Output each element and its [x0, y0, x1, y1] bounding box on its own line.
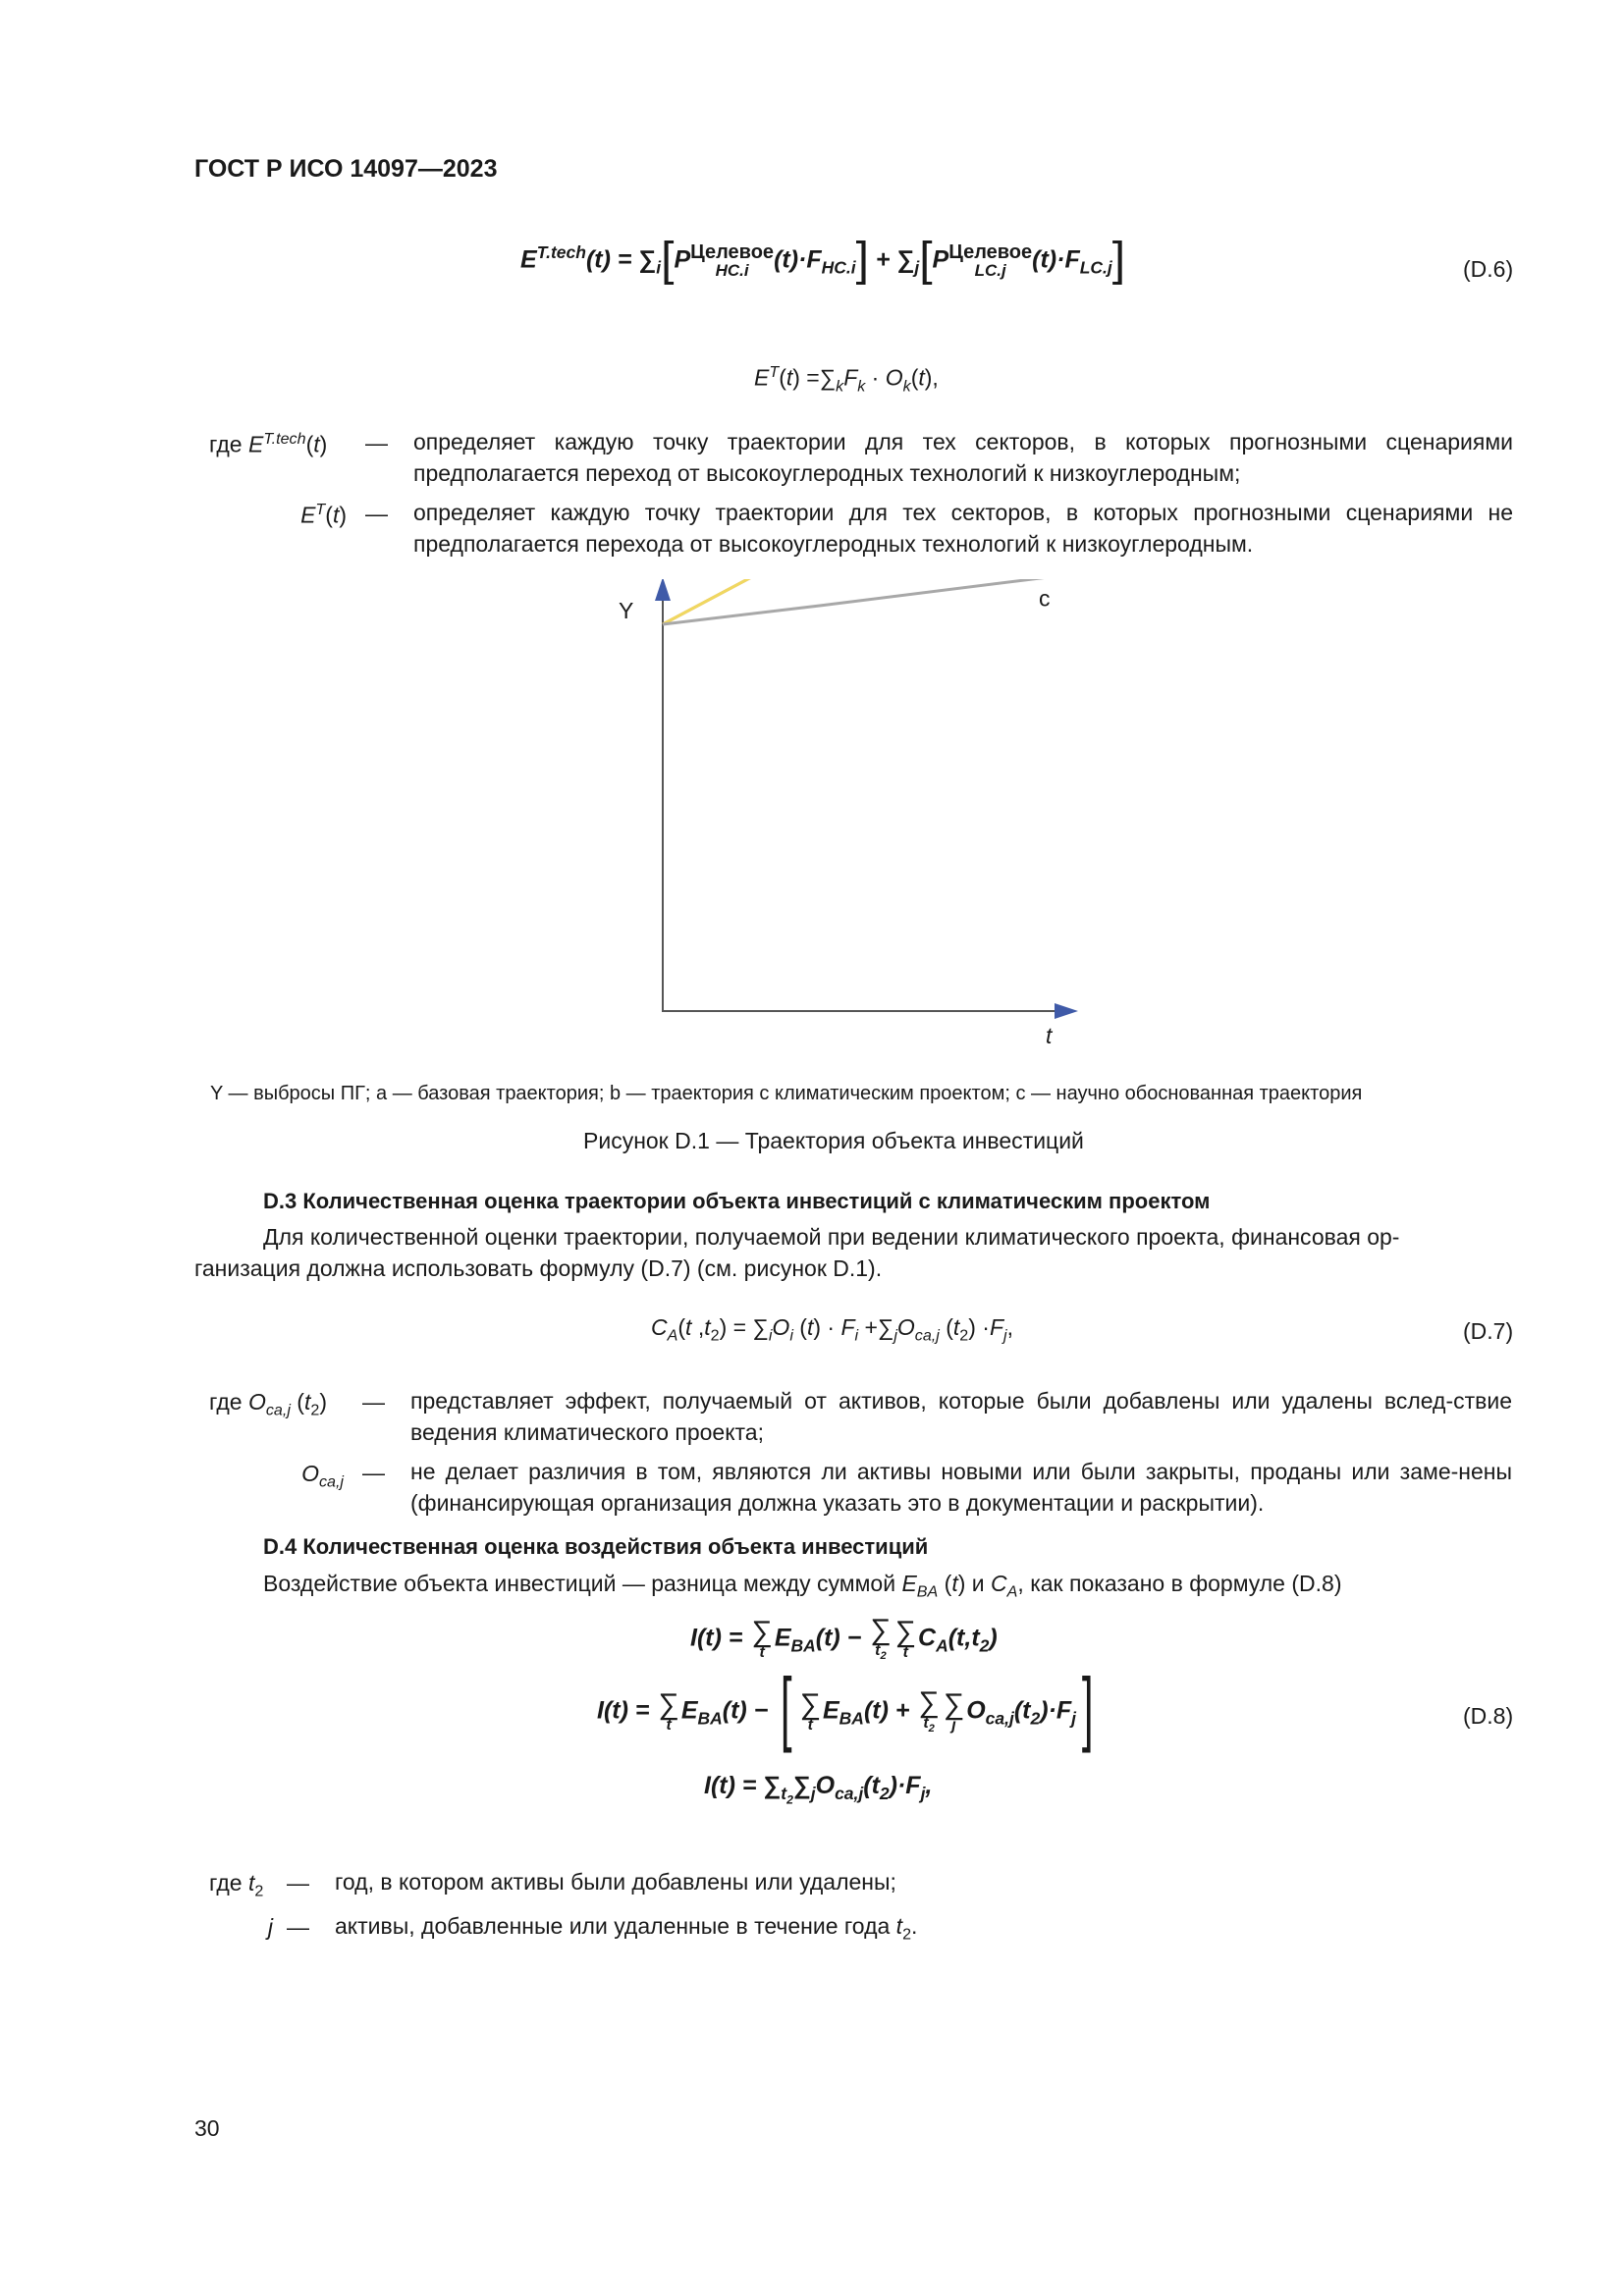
where-dash-5: —: [287, 1870, 309, 1896]
where-dash-2: —: [365, 501, 388, 526]
figure-legend: Y — выбросы ПГ; а — базовая траектория; b — траектория с климатическим проектом; с — научно обоснованная траектория: [210, 1083, 1363, 1104]
equation-et: $E^T(t) =\sum_kF_k \cdot O_k(t)$,: [754, 363, 939, 396]
where-label-ocaj-t2: где $O_{ca,j}$ $(t_2)$: [209, 1389, 327, 1419]
section-d3-para-2: ганизация должна использовать формулу (D.7) (см. рисунок D.1).: [194, 1255, 883, 1281]
where-dash-6: —: [287, 1914, 309, 1940]
where-text-t2: год, в котором активы были добавлены или удалены;: [335, 1869, 896, 1895]
section-d3-para-1: Для количественной оценки траектории, получаемой при ведении климатического проекта, финансовая ор-: [263, 1224, 1400, 1250]
where-text-etech: определяет каждую точку траектории для тех секторов, в которых прогнозными сценариями предполагается переход от высокоуглеродных технологий к низкоуглеродным;: [413, 429, 1513, 486]
equation-d8-line-1: I(t) = ∑ t $E_{BA}(t)$ − ∑ $t_2$ ∑ t $C_A(t,t_2)$: [690, 1614, 998, 1663]
equation-d6: $E^{T.tech}(t) = \sum_i[P$ Целевое HC.i $(t)\cdot F_{HC.i}] + \sum_j[P$ Целевое LC.j $(t)\cdot F_{LC.j}$]: [520, 234, 1126, 287]
section-d4-heading: D.4 Количественная оценка воздействия объекта инвестиций: [263, 1534, 929, 1559]
where-dash-3: —: [362, 1389, 385, 1415]
section-d4-para: Воздействие объекта инвестиций — разница между суммой $E_{BA}$ (t) и $C_A$, как показано в формуле (D.8): [263, 1571, 1342, 1601]
equation-number-d6: (D.6): [1463, 256, 1514, 282]
where-label-ocaj: $O_{ca,j}$: [301, 1461, 344, 1491]
where-label-j: j: [267, 1914, 273, 1940]
where-label-et: $E^T(t)$: [300, 501, 347, 528]
where-text-et: определяет каждую точку траектории для тех секторов, в которых прогнозными сценариями не предполагается перехода от высокоуглеродных технологий к низкоуглеродным.: [413, 500, 1513, 557]
where-text-j: активы, добавленные или удаленные в течение года $t_2$.: [335, 1913, 918, 1944]
equation-d8-line-2: I(t) = ∑ t $E_{BA}(t)$ − [ ∑ t $E_{BA}(t)$ + ∑ $t_2$ ∑ j $O_{ca,j}(t_2)\cdot F_j$]: [597, 1661, 1094, 1754]
equation-d8-line-3: $I(t) = \sum_{t_2}\sum_jO_{ca,j}(t_2)\cdot F_j$,: [704, 1772, 933, 1807]
target-label-1: Целевое: [690, 241, 775, 264]
where-label-t2: где $t_2$: [209, 1870, 264, 1900]
series-line-c: [663, 579, 1051, 624]
where-text-ocaj-t2: представляет эффект, получаемый от активов, которые были добавлены или удалены вслед-ствие ведения климатического проекта;: [410, 1388, 1512, 1445]
page-number: 30: [194, 2115, 220, 2141]
where-label-etech: где $E^{T.tech}(t)$: [209, 430, 328, 457]
y-axis-label: Y: [619, 598, 634, 623]
where-text-ocaj: не делает различия в том, являются ли активы новыми или были закрыты, проданы или заме-нены (финансирующая организация должна указать это в документации и раскрытии).: [410, 1459, 1512, 1516]
where-dash-4: —: [362, 1460, 385, 1485]
trajectory-chart: [589, 579, 1100, 1060]
where-dash-1: —: [365, 430, 388, 455]
series-label-c: c: [1039, 585, 1051, 612]
document-header: ГОСТ Р ИСО 14097—2023: [194, 155, 498, 183]
equation-number-d8: (D.8): [1463, 1703, 1514, 1729]
figure-caption: Рисунок D.1 — Траектория объекта инвестиций: [583, 1128, 1084, 1153]
equation-number-d7: (D.7): [1463, 1318, 1514, 1344]
section-d3-heading: D.3 Количественная оценка траектории объекта инвестиций с климатическим проектом: [263, 1189, 1211, 1213]
x-axis-label: t: [1046, 1023, 1053, 1048]
target-label-2: Целевое: [948, 241, 1033, 264]
equation-d7: $C_A(t$ $,t_2) = \sum_iO_i$ $(t) \cdot F_i +\sum_jO_{ca,j}$ $(t_2) \cdot F_j$,: [651, 1314, 1013, 1345]
